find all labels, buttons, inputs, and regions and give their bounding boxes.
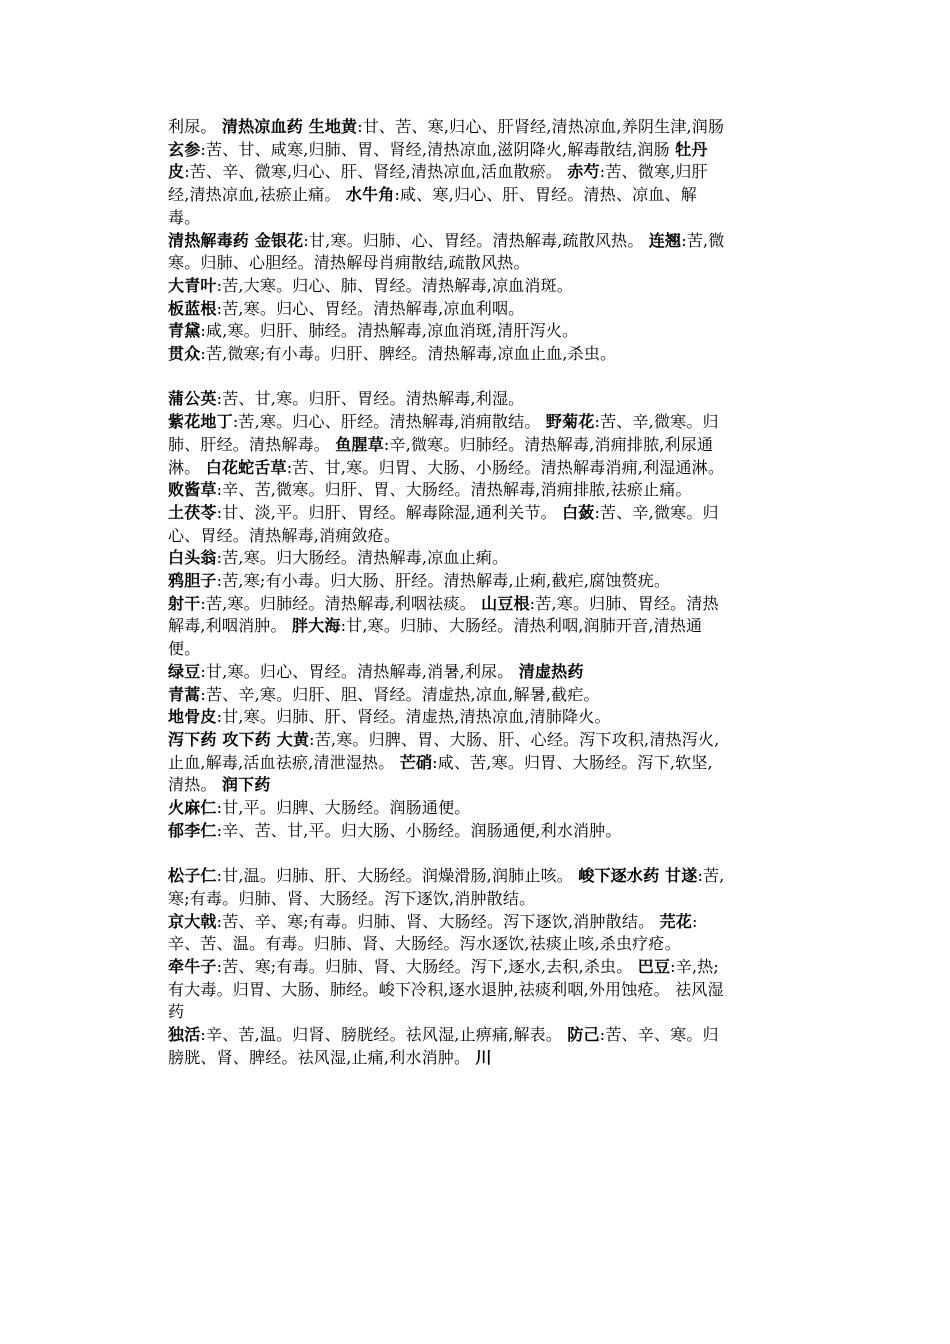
herb-heading: 山豆根 [481,593,530,613]
herb-heading: 泻下药 攻下药 大黄 [168,729,310,749]
herb-heading: 松子仁 [168,866,217,886]
herb-description: :苦、辛,寒。归肝、胆、肾经。清虚热,凉血,解暑,截疟。 [200,684,600,704]
herb-description: :苦,寒;有毒。归肺、肾、大肠经。泻下逐饮,消肿散结。 [168,866,725,908]
paragraph [168,479,728,502]
herb-heading: 白头翁 [168,548,217,568]
herb-description: :苦、辛、微寒,归心、肝、肾经,清热凉血,活血散瘀。 [184,162,568,182]
herb-heading: 郁李仁 [168,820,217,840]
herb-heading: 白花蛇舌草 [205,457,287,477]
herb-description: :苦、甘、咸寒,归肺、胃、肾经,清热凉血,滋阴降火,解毒散结,润肠 [200,139,676,159]
herb-description: :甘,寒。归肺、肝、肾经。清虚热,清热凉血,清肺降火。 [216,707,611,727]
herb-description: :甘,平。归脾、大肠经。润肠通便。 [216,798,471,818]
herb-heading: 巴豆 [637,956,671,976]
herb-heading: 清热解毒药 金银花 [168,230,304,250]
herb-heading: 独活 [168,1025,201,1045]
paragraph [168,388,728,411]
document-page [168,116,728,1070]
herb-heading: 峻下逐水药 甘遂 [578,866,698,886]
herb-description: :甘、淡,平。归肝、胃经。解毒除湿,通利关节。 [216,502,563,522]
herb-description: :苦,大寒。归心、肺、胃经。清热解毒,凉血消斑。 [216,275,573,295]
herb-description: :苦、微寒,归肝经,清热凉血,祛瘀止痛。 [168,162,708,205]
herb-description: :苦,微寒;有小毒。归肝、脾经。清热解毒,凉血止血,杀虫。 [200,344,617,364]
paragraph [168,956,728,1024]
herb-heading: 鸦胆子 [168,571,217,591]
paragraph [168,684,728,707]
herb-heading: 鱼腥草 [335,434,384,454]
herb-description: :苦、辛,微寒。归心、胃经。清热解毒,消痈敛疮。 [168,502,719,545]
paragraph-gap [168,842,728,865]
herb-description: :苦,寒;有小毒。归大肠、肝经。清热解毒,止痢,截疟,腐蚀赘疣。 [216,571,671,591]
herb-description: :辛,微寒。归肺经。清热解毒,消痈排脓,利尿通淋。 [168,434,714,477]
paragraph [168,411,728,479]
herb-description: :苦、辛,微寒。归肺、肝经。清热解毒。 [168,412,719,454]
herb-heading: 青蒿 [168,684,201,704]
herb-description: :苦,寒。归肺经。清热解毒,利咽祛痰。 [200,593,482,613]
herb-heading: 贯众 [168,344,201,364]
paragraph [168,275,728,298]
herb-description: :苦,寒。归脾、胃、大肠、肝、心经。泻下攻积,清热泻火,止血,解毒,活血祛瘀,清泄湿热。 [168,729,720,772]
herb-heading: 胖大海 [291,616,341,636]
herb-heading: 川 [475,1047,492,1067]
paragraph-gap [168,366,728,389]
paragraph [168,911,728,956]
herb-description: :苦,寒。归心、肝经。清热解毒,消痈散结。 [232,412,546,432]
herb-heading: 火麻仁 [168,798,217,818]
herb-heading: 土茯苓 [168,502,217,522]
herb-description: :苦、辛、寒;有毒。归肺、肾、大肠经。泻下逐饮,消肿散结。 [216,911,660,931]
herb-heading: 板蓝根 [168,298,217,318]
paragraph [168,230,728,275]
herb-heading: 芒硝 [399,752,433,772]
herb-description: 利尿。 [168,117,222,136]
paragraph [168,820,728,843]
herb-heading: 玄参 [168,139,201,159]
paragraph [168,865,728,910]
herb-description: :辛,热;有大毒。归胃、大肠、肺经。峻下冷积,逐水退肿,祛痰利咽,外用蚀疮。 祛风湿药 [168,956,724,1022]
paragraph [168,343,728,366]
herb-description: :咸,寒。归肝、肺经。清热解毒,凉血消斑,清肝泻火。 [200,321,579,341]
paragraph [168,570,728,593]
herb-description: :苦,寒。归心、胃经。清热解毒,凉血利咽。 [216,298,525,318]
paragraph [168,116,728,139]
herb-description: :苦、甘,寒。归肝、胃经。清热解毒,利湿。 [216,389,525,409]
paragraph [168,797,728,820]
herb-description: :甘,寒。归肺、大肠经。清热利咽,润肺开音,清热通便。 [168,616,703,659]
herb-description: :苦,寒。归肺、胃经。清热解毒,利咽消肿。 [168,593,719,636]
herb-heading: 京大戟 [168,911,217,931]
herb-heading: 水牛角 [345,185,395,205]
herb-heading: 连翘 [648,230,682,250]
herb-description: :咸、寒,归心、肝、胃经。清热、凉血、解毒。 [168,185,697,227]
herb-heading: 防己 [567,1025,600,1045]
paragraph [168,320,728,343]
paragraph [168,139,728,230]
herb-description: :咸、苦,寒。归胃、大肠经。泻下,软坚,清热。 [168,752,713,795]
herb-heading: 紫花地丁 [168,412,233,432]
herb-heading: 白蔹 [562,502,595,522]
herb-description: :甘,温。归肺、肝、大肠经。润燥滑肠,润肺止咳。 [216,866,579,886]
herb-heading: 大青叶 [168,275,217,295]
herb-description: :苦、甘,寒。归胃、大肠、小肠经。清热解毒消痈,利湿通淋。 [286,457,725,477]
paragraph [168,729,728,797]
herb-description: :辛、苦,微寒。归肝、胃、大肠经。清热解毒,消痈排脓,祛瘀止痛。 [216,480,692,500]
herb-heading: 赤芍 [567,162,600,182]
herb-description: :辛、苦,温。归肾、膀胱经。祛风湿,止痹痛,解表。 [200,1025,568,1045]
herb-heading: 蒲公英 [168,389,217,409]
paragraph [168,298,728,321]
paragraph [168,661,728,684]
herb-description: :甘、苦、寒,归心、肝肾经,清热凉血,养阴生津,润肠 [357,117,725,136]
herb-heading: 青黛 [168,321,201,341]
herb-description: :辛、苦、甘,平。归大肠、小肠经。润肠通便,利水消肿。 [216,820,622,840]
herb-heading: 清热凉血药 生地黄 [221,117,358,136]
herb-heading: 牵牛子 [168,956,217,976]
herb-heading: 射干 [168,593,201,613]
herb-heading: 润下药 [221,775,271,795]
herb-heading: 败酱草 [168,480,217,500]
herb-heading: 芫花 [659,911,692,931]
herb-heading: 清虚热药 [518,661,584,681]
paragraph [168,593,728,661]
paragraph [168,706,728,729]
herb-description: :甘,寒。归心、胃经。清热解毒,消暑,利尿。 [200,661,519,681]
herb-heading: 野菊花 [545,412,595,432]
paragraph [168,502,728,547]
herb-description: :苦、寒;有毒。归肺、肾、大肠经。泻下,逐水,去积,杀虫。 [216,956,638,976]
herb-description: :辛、苦、温。有毒。归肺、肾、大肠经。泻水逐饮,祛痰止咳,杀虫疗疮。 [168,911,698,954]
herb-heading: 牡丹皮 [168,139,708,182]
paragraph [168,1024,728,1069]
paragraph [168,547,728,570]
herb-description: :苦,微寒。归肺、心胆经。清热解母肖痈散结,疏散风热。 [168,230,725,273]
herb-heading: 地骨皮 [168,707,217,727]
herb-heading: 绿豆 [168,661,201,681]
herb-description: :苦,寒。归大肠经。清热解毒,凉血止痢。 [216,548,509,568]
herb-description: :苦、辛、寒。归膀胱、肾、脾经。祛风湿,止痛,利水消肿。 [168,1025,719,1067]
herb-description: :甘,寒。归肺、心、胃经。清热解毒,疏散风热。 [303,230,649,250]
